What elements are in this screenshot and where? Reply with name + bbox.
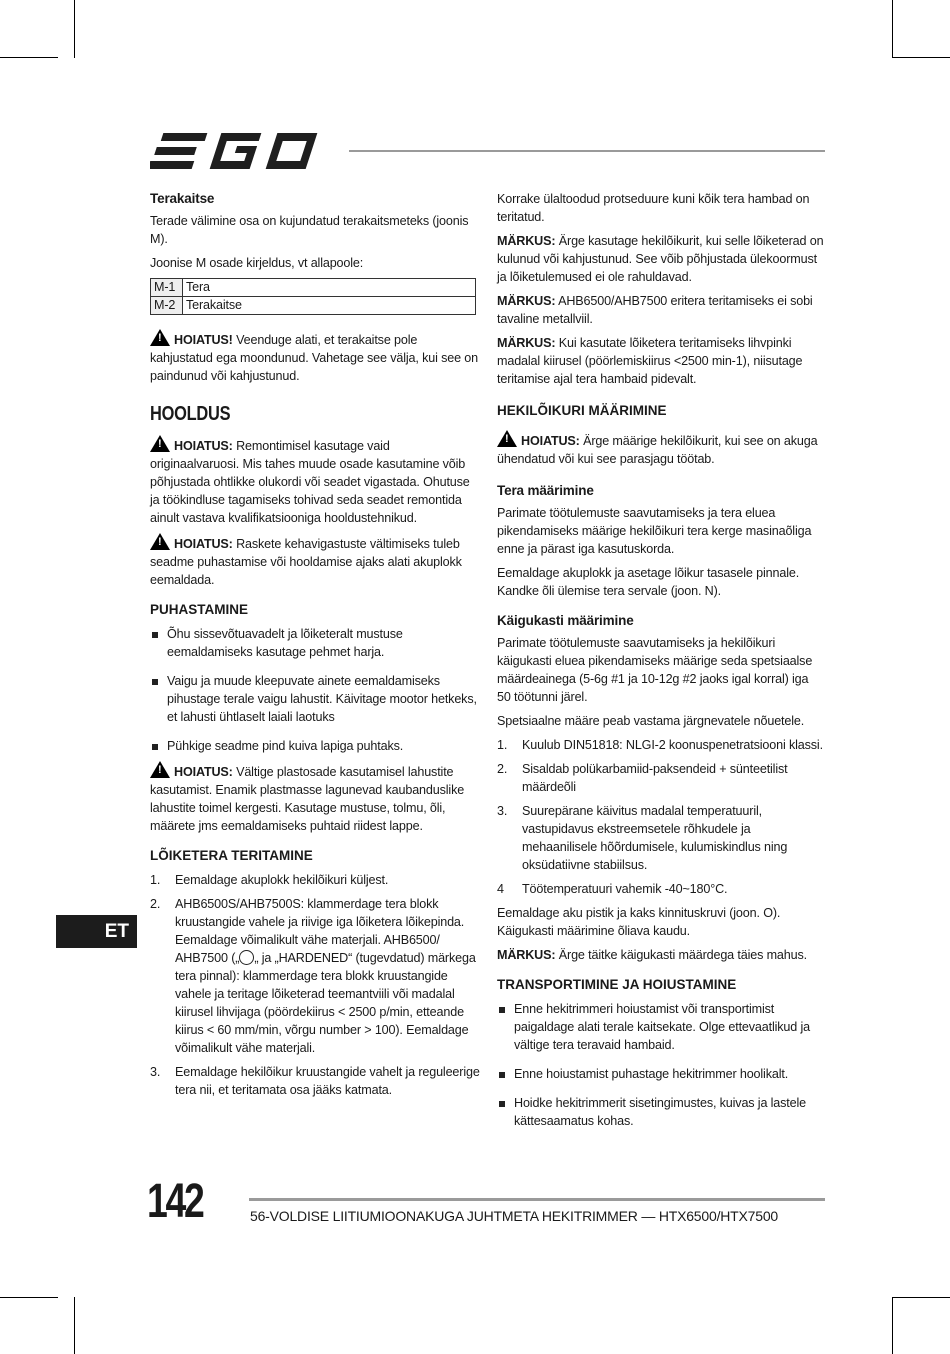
step-number: 2. <box>150 897 161 911</box>
list-item: Enne hoiustamist puhastage hekitrimmer hoolikalt. <box>497 1065 825 1083</box>
crop-mark <box>892 1297 950 1298</box>
item-text: Sisaldab polükarbamiid-paksendeid + sünteetilist määrdeõli <box>522 762 788 794</box>
step-text: „ ja „HARDENED“ (tugevdatud) märkega tera pinnal): klammerdage tera blokk kruustangide vahele ja teritage lõiketerad teemantviili või madalal kiirusel lihvijaga (pöördekiirus < 2500 p/min, etteande kiirus < 60 mm/min, võrgu number > 100). Eemaldage võimalikult vähe materjali. <box>175 951 476 1055</box>
terakaitse-heading: Terakaitse <box>150 191 215 206</box>
list-item <box>150 1063 480 1099</box>
note-label: MÄRKUS: <box>497 336 556 350</box>
hooldus-heading: HOOLDUS <box>150 403 231 425</box>
item-text: Töötemperatuuri vahemik -40~180°C. <box>522 882 728 896</box>
ego-logo <box>150 131 330 176</box>
right-column <box>497 190 825 1141</box>
crop-mark <box>892 0 893 58</box>
warning-icon <box>497 430 517 447</box>
warning-label: HOIATUS! <box>174 333 233 347</box>
step-number: 3. <box>150 1065 161 1079</box>
list-item <box>497 736 825 754</box>
terakaitse-text: Terade välimine osa on kujundatud terakaitsmeteks (joonis M). <box>150 214 469 246</box>
note-text: Ärge kasutage hekilõikurit, kui selle lõiketerad on kulunud või kahjustunud. See võib põhjustada ülekoormust ja lõiketulemused ei ole rahuldavad. <box>497 234 824 284</box>
item-number: 4 <box>497 882 504 896</box>
step-text: Eemaldage akuplokk hekilõikuri küljest. <box>175 873 389 887</box>
list-item <box>150 895 480 1057</box>
terakaitse-text-2: Joonise M osade kirjeldus, vt allapoole: <box>150 256 364 270</box>
warning-label: HOIATUS: <box>521 434 580 448</box>
note-text: Kui kasutate lõiketera teritamiseks lihvpinki madalal kiirusel (pöörlemiskiirus <2500 min-1), niisutage teritamise ajal tera hambaid pidevalt. <box>497 336 803 386</box>
part-label: Terakaitse <box>183 297 476 315</box>
puhastamine-heading: PUHASTAMINE <box>150 602 249 617</box>
page-number: 142 <box>147 1175 203 1228</box>
warning-paragraph <box>150 435 480 527</box>
crop-mark <box>892 57 950 58</box>
list-item: Pühkige seadme pind kuiva lapiga puhtaks. <box>150 737 480 755</box>
item-number: 2. <box>497 762 508 776</box>
gear-icon <box>239 950 254 965</box>
item-text: Suurepärane käivitus madalal temperatuuril, vastupidavus ekstreemsetele rõhkudele ja mehaanilisele hõõrdumisele, kulumiskindlus ning oksüdatiivne stabiilsus. <box>522 804 788 872</box>
note-paragraph <box>497 292 825 328</box>
crop-mark <box>0 1297 58 1298</box>
note-label: MÄRKUS: <box>497 948 556 962</box>
parts-table <box>150 278 476 315</box>
list-item: Vaigu ja muude kleepuvate ainete eemaldamiseks pihustage terale vaigu lahustit. Käivitage mootor hetkeks, et lahusti ühtlaselt laiali laotuks <box>150 672 480 726</box>
warning-icon <box>150 533 170 550</box>
warning-paragraph <box>150 329 480 385</box>
warning-icon <box>150 329 170 346</box>
warning-paragraph <box>150 533 480 589</box>
part-label: Tera <box>183 279 476 297</box>
step-text: AHB6500S/AHB7500S: klammerdage tera blokk kruustangide vahele ja riivige iga lõiketera lõikepinda. Eemaldage võimalikult vähe materjali. AHB6500/ AHB7500 („ <box>175 897 465 965</box>
header-rule <box>349 150 825 152</box>
warning-icon <box>150 761 170 778</box>
step-number: 1. <box>150 873 161 887</box>
item-number: 1. <box>497 738 508 752</box>
kaigukast-heading: Käigukasti määrimine <box>497 613 634 628</box>
crop-mark <box>0 57 58 58</box>
paragraph: Parimate töötulemuste saavutamiseks ja hekilõikuri käigukasti eluea pikendamiseks määrige seda spetsiaalse määrdeainega (5-6g #1 ja 10-12g #2 jaoks igal korral) iga 50 töötunni järel. <box>497 636 813 704</box>
transport-list <box>497 1000 825 1130</box>
table-row <box>151 297 476 315</box>
step-text: Eemaldage hekilõikur kruustangide vahelt ja reguleerige tera nii, et teritamata osa jääks katmata. <box>175 1065 480 1097</box>
warning-label: HOIATUS: <box>174 765 233 779</box>
sharpening-steps <box>150 871 480 1099</box>
note-paragraph <box>497 232 825 286</box>
warning-text: Ärge määrige hekilõikurit, kui see on akuga ühendatud või kui see parasjagu töötab. <box>497 434 818 466</box>
crop-mark <box>74 0 75 58</box>
warning-label: HOIATUS: <box>174 439 233 453</box>
paragraph: Korrake ülaltoodud protseduure kuni kõik tera hambad on teritatud. <box>497 192 810 224</box>
transport-heading: TRANSPORTIMINE JA HOIUSTAMINE <box>497 977 737 992</box>
paragraph: Eemaldage akuplokk ja asetage lõikur tasasele pinnale. Kandke õli ülemise tera servale (joon. N). <box>497 566 800 598</box>
warning-label: HOIATUS: <box>174 537 233 551</box>
list-item: Õhu sissevõtuavadelt ja lõiketeralt mustuse eemaldamiseks kasutage pehmet harja. <box>150 625 480 661</box>
note-text: Ärge täitke käigukasti määrdega täies mahus. <box>555 948 807 962</box>
left-column <box>150 190 480 1105</box>
warning-text: Raskete kehavigastuste vältimiseks tuleb seadme puhastamise või hooldamise ajaks alati akuplokk eemaldada. <box>150 537 462 587</box>
table-row <box>151 279 476 297</box>
cleaning-list <box>150 625 480 755</box>
warning-text: Veenduge alati, et terakaitse pole kahjustatud ega moondunud. Vahetage see välja, kui see on paindunud või kahjustunud. <box>150 333 478 383</box>
part-code: M-2 <box>151 297 183 315</box>
requirements-list <box>497 736 825 898</box>
crop-mark <box>74 1297 75 1354</box>
list-item <box>150 871 480 889</box>
footer-title: 56-VOLDISE LIITIUMIOONAKUGA JUHTMETA HEKITRIMMER — HTX6500/HTX7500 <box>250 1208 779 1224</box>
language-tab: ET <box>56 915 137 948</box>
note-paragraph <box>497 946 825 964</box>
note-paragraph <box>497 334 825 388</box>
maarimine-heading: HEKILÕIKURI MÄÄRIMINE <box>497 403 667 418</box>
list-item: Enne hekitrimmeri hoiustamist või transportimist paigaldage alati terale kaitsekate. Olge ettevaatlikud ja vältige tera teravaid hambaid. <box>497 1000 825 1054</box>
warning-paragraph <box>150 761 480 835</box>
footer-rule <box>249 1198 825 1201</box>
teritamine-heading: LÕIKETERA TERITAMINE <box>150 848 313 863</box>
warning-text: Vältige plastosade kasutamisel lahustite kasutamist. Enamik plastmasse lagunevad kaubanduslike lahustite toimel kergesti. Kasutage mustuse, tolmu, õli, määrete jms eemaldamiseks puhtaid riidest lappe. <box>150 765 465 833</box>
tera-maarimine-heading: Tera määrimine <box>497 483 594 498</box>
note-text: AHB6500/AHB7500 eritera teritamiseks ei sobi tavaline metallviil. <box>497 294 813 326</box>
crop-mark <box>892 1297 893 1354</box>
list-item: Hoidke hekitrimmerit sisetingimustes, kuivas ja lastele kättesaamatus kohas. <box>497 1094 825 1130</box>
paragraph: Eemaldage aku pistik ja kaks kinnituskruvi (joon. O). Käigukasti määrimine õliava kaudu. <box>497 906 781 938</box>
list-item <box>497 760 825 796</box>
warning-text: Remontimisel kasutage vaid originaalvaruosi. Mis tahes muude osade kasutamine võib põhjustada ohtlikke olukordi või seadet vigastada. Ohutuse ja töökindluse tagamiseks tohivad seda seadet remontida ainult vastava kvalifikatsiooniga hooldustehnikud. <box>150 439 470 525</box>
list-item <box>497 802 825 874</box>
list-item <box>497 880 825 898</box>
item-text: Kuulub DIN51818: NLGI-2 koonuspenetratsiooni klassi. <box>522 738 823 752</box>
note-label: MÄRKUS: <box>497 234 556 248</box>
part-code: M-1 <box>151 279 183 297</box>
warning-icon <box>150 435 170 452</box>
paragraph: Spetsiaalne määre peab vastama järgnevatele nõuetele. <box>497 714 805 728</box>
paragraph: Parimate töötulemuste saavutamiseks ja tera eluea pikendamiseks määrige hekilõikuri tera kerge masinaõliga enne ja pärast iga kasutuskorda. <box>497 506 812 556</box>
warning-paragraph <box>497 430 825 468</box>
note-label: MÄRKUS: <box>497 294 556 308</box>
item-number: 3. <box>497 804 508 818</box>
